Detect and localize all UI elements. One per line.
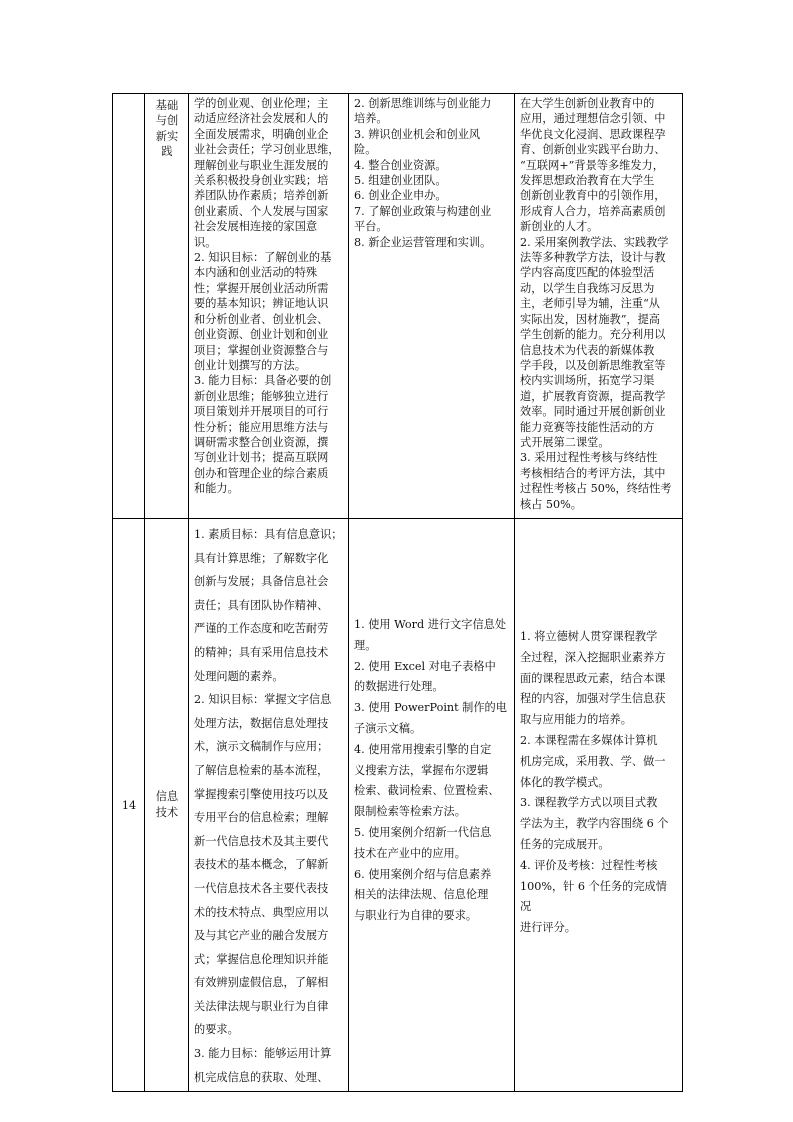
course-name: 基础 与创 新实 践 [155,99,179,159]
course-name-cell [145,94,189,519]
course-table [112,93,683,1092]
course-objectives-cell [189,94,349,519]
course-objectives: 学的创业观、创业伦理；主 动适应经济社会发展和人的 全面发展需求，明确创业企 业社会责任；学习创业思维， 理解创业与职业生涯发展的 关系积极投身创业实践；培 养团队协作素质；培养创新 创业素质、个人发展与国家 社会发展相连接的家国意 识。 2. 知识目标：了解创业的基 本内涵和创业活动的特殊 性；掌握开展创业活动所需 要的基本知识；辨证地认识 和分析创业者、创业机会、 创业资源、创业计划和创业 项目；掌握创业资源整合与 创业计划撰写的方法。 3. 能力目标：具备必要的创 新创业思维；能够独立进行 项目策划并开展项目的可行 性分析；能应用思维方法与 调研需求整合创业资源，撰 写创业计划书；提高互联网 创办和管理企业的综合素质 和能力。 [194,97,340,496]
course-objectives-cell [189,519,349,1092]
table-row [113,94,683,519]
teaching-requirements: 在大学生创新创业教育中的 应用，通过理想信念引领、中 华优良文化浸润、思政课程孕 育、创新创业实践平台助力、 “互联网+”背景等多维发力， 发挥思想政治教育在大学生 创新创业教育中的引领作用， 形成育人合力，培养高素质创 新创业的人才。 2. 采用案例教学法、实践教学 法等多种教学方法，设计与教 学内容高度匹配的体验型活 动，以学生自我练习反思为 主，老师引导为辅，注重“从 实际出发，因材施教”，提高 学生创新的能力。充分利用以 信息技术为代表的新媒体教 学手段，以及创新思维教室等 校内实训场所，拓宽学习渠 道，扩展教育资源，提高教学 效率。同时通过开展创新创业 能力竞赛等技能性活动的方 式开展第二课堂。 3. 采用过程性考核与终结性 考核相结合的考评方法，其中 过程性考核占 50%，终结性考 核占 50%。 [520,97,672,511]
table-row [113,519,683,1092]
course-content-cell [349,519,515,1092]
course-name: 信息 技术 [155,790,179,820]
course-name-cell [145,519,189,1092]
course-content-cell [349,94,515,519]
teaching-requirements: 1. 将立德树人贯穿课程教学 全过程，深入挖掘职业素养方 面的课程思政元素，结合本课 程的内容，加强对学生信息获 取与应用能力的培养。 2. 本课程需在多媒体计算机 机房完成，采用教、学、做一 体化的教学模式。 3. 课程教学方式以项目式教 学法为主，教学内容围绕 6 个 任务的完成展开。 4. 评价及考核：过程性考核 100%，针 6 个任务的完成情况 进行评分。 [520,630,669,935]
course-number-cell [113,94,145,519]
course-objectives: 1. 素质目标：具有信息意识； 具有计算思维；了解数字化 创新与发展；具备信息社会 责任；具有团队协作精神、 严谨的工作态度和吃苦耐劳 的精神；具有采用信息技术 处理问题的素养。 2. 知识目标：掌握文字信息 处理方法，数据信息处理技 术，演示文稿制作与应用； 了解信息检索的基本流程， 掌握搜索引擎使用技巧以及 专用平台的信息检索；理解 新一代信息技术及其主要代 表技术的基本概念，了解新 一代信息技术各主要代表技 术的技术特点、典型应用以 及与其它产业的融合发展方 式；掌握信息伦理知识并能 有效辨别虚假信息，了解相 关法律法规与职业行为自律 的要求。 3. 能力目标：能够运用计算 机完成信息的获取、处理、 [194,528,343,1084]
course-content: 1. 使用 Word 进行文字信息处 理。 2. 使用 Excel 对电子表格中 的数据进行处理。 3. 使用 PowerPoint 制作的电 子演示文稿。 4. 使用常用搜索引擎的自定 义搜索方法，掌握布尔逻辑 检索、截词检索、位置检索、 限制检索等检索方法。 5. 使用案例介绍新一代信息 技术在产业中的应用。 6. 使用案例介绍与信息素养 相关的法律法规、信息伦理 与职业行为自律的要求。 [354,618,507,923]
teaching-requirements-cell [515,519,683,1092]
course-number-cell [113,519,145,1092]
course-content: 2. 创新思维训练与创业能力 培养。 3. 辨识创业机会和创业风 险。 4. 整合创业资源。 5. 组建创业团队。 6. 创业企业申办。 7. 了解创业政策与构建创业 平台。 8. 新企业运营管理和实训。 [354,97,492,249]
course-number: 14 [121,798,137,812]
teaching-requirements-cell [515,94,683,519]
